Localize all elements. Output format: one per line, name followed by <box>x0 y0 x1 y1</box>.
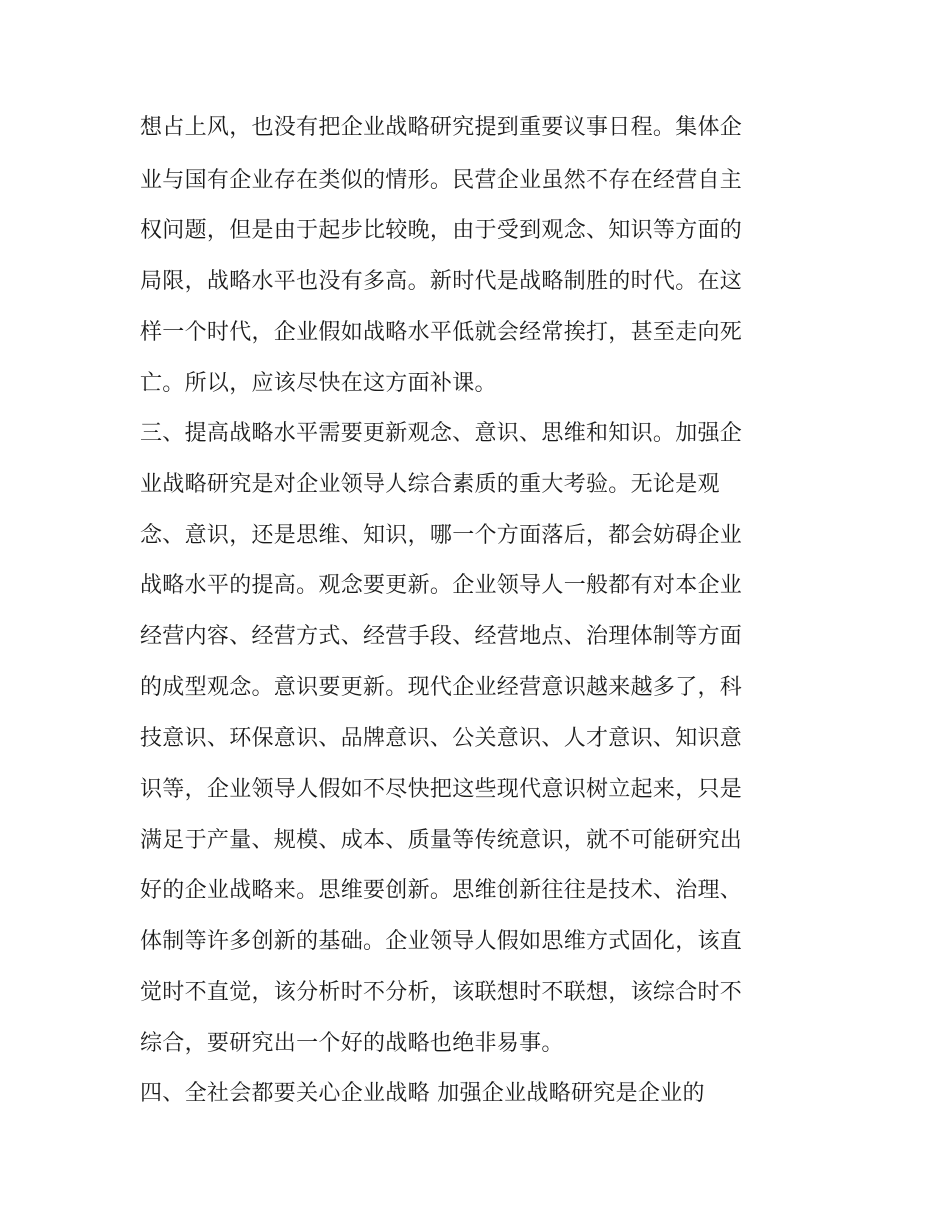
text-line: 好的企业战略来。思维要创新。思维创新往往是技术、治理、 <box>140 878 743 903</box>
text-line: 的成型观念。意识要更新。现代企业经营意识越来越多了，科 <box>140 675 743 700</box>
text-line: 亡。所以，应该尽快在这方面补课。 <box>140 371 497 396</box>
text-line: 体制等许多创新的基础。企业领导人假如思维方式固化，该直 <box>140 929 743 954</box>
text-line: 战略水平的提高。观念要更新。企业领导人一般都有对本企业 <box>140 573 743 598</box>
text-line: 技意识、环保意识、品牌意识、公关意识、人才意识、知识意 <box>140 726 743 751</box>
text-line: 识等，企业领导人假如不尽快把这些现代意识树立起来，只是 <box>140 777 743 802</box>
text-line: 权问题，但是由于起步比较晚，由于受到观念、知识等方面的 <box>140 218 743 243</box>
text-line: 样一个时代，企业假如战略水平低就会经常挨打，甚至走向死 <box>140 320 743 345</box>
text-line: 经营内容、经营方式、经营手段、经营地点、治理体制等方面 <box>140 624 743 649</box>
text-line: 念、意识，还是思维、知识，哪一个方面落后，都会妨碍企业 <box>140 523 743 548</box>
text-line: 局限，战略水平也没有多高。新时代是战略制胜的时代。在这 <box>140 269 743 294</box>
text-line: 业战略研究是对企业领导人综合素质的重大考验。无论是观 <box>140 472 720 497</box>
text-line: 觉时不直觉，该分析时不分析，该联想时不联想，该综合时不 <box>140 980 743 1005</box>
text-line: 四、全社会都要关心企业战略 加强企业战略研究是企业的 <box>140 1081 705 1106</box>
text-line: 三、提高战略水平需要更新观念、意识、思维和知识。加强企 <box>140 421 743 446</box>
text-line: 综合，要研究出一个好的战略也绝非易事。 <box>140 1031 564 1056</box>
text-line: 想占上风，也没有把企业战略研究提到重要议事日程。集体企 <box>140 115 743 140</box>
text-line: 满足于产量、规模、成本、质量等传统意识，就不可能研究出 <box>140 828 743 853</box>
text-line: 业与国有企业存在类似的情形。民营企业虽然不存在经营自主 <box>140 168 743 193</box>
